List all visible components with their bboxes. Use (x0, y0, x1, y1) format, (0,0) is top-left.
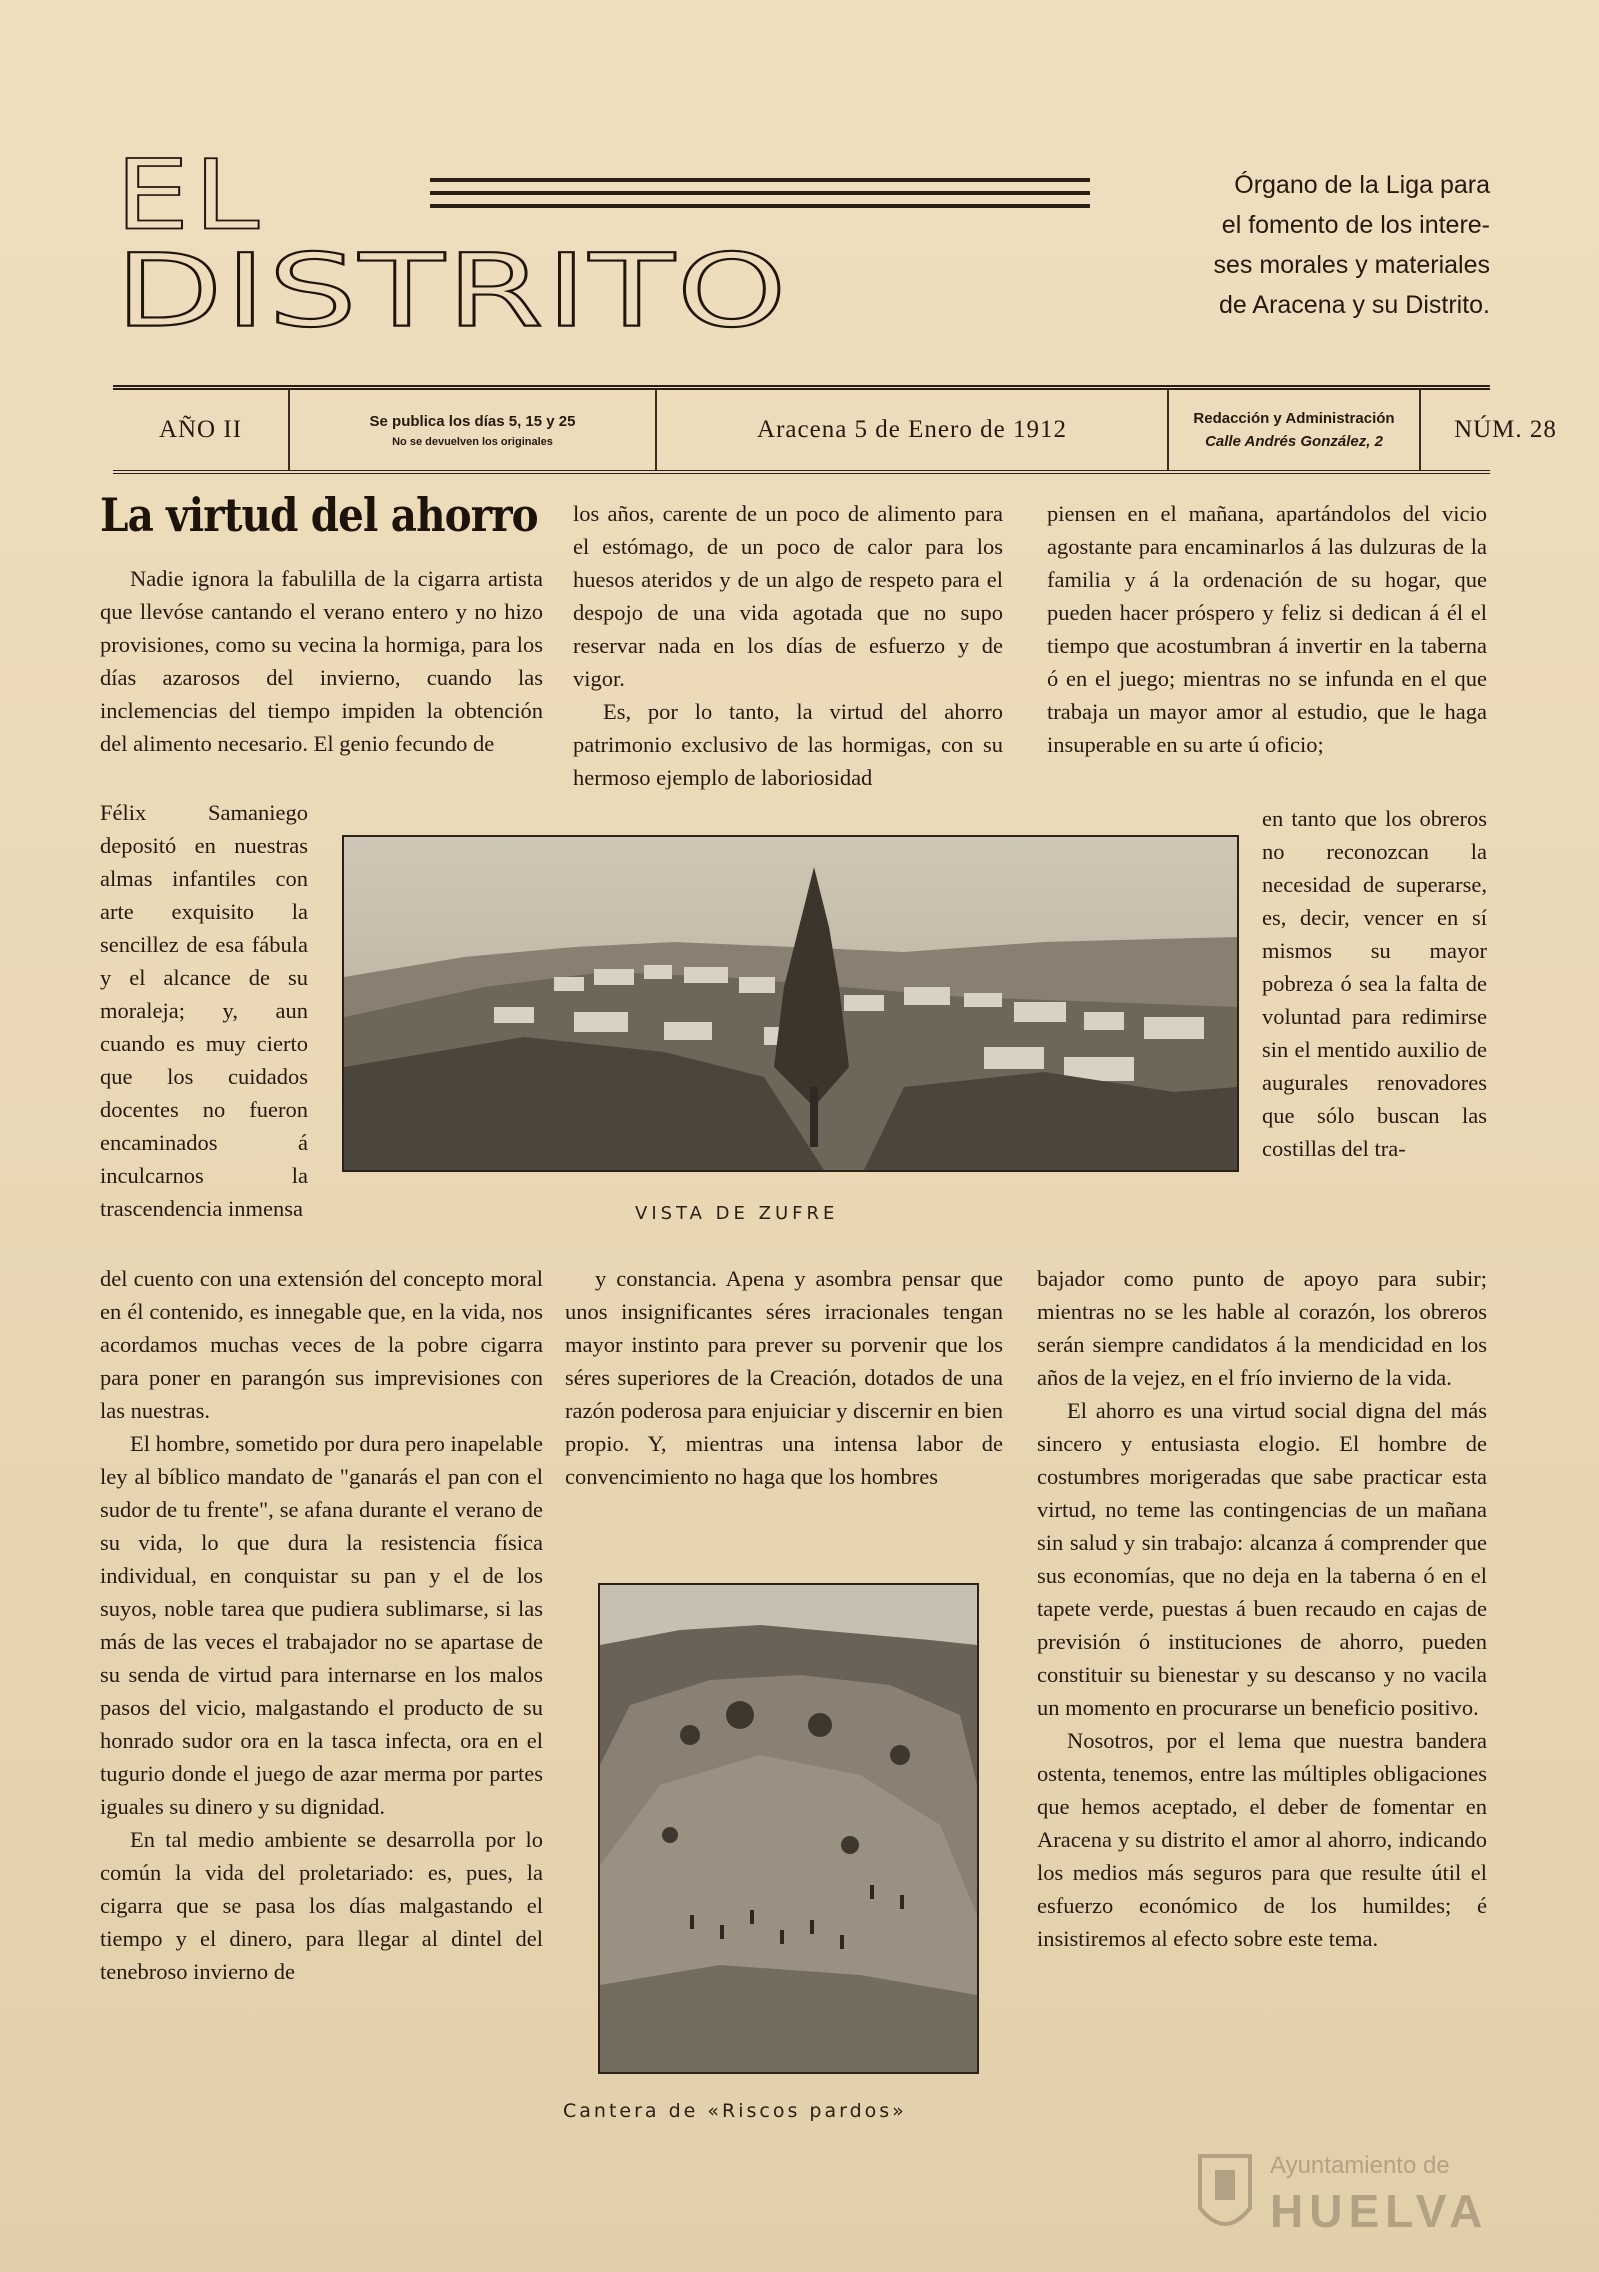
photo-caption: VISTA DE ZUFRE (635, 1203, 839, 1224)
column-3-top (1047, 497, 1487, 761)
column-3-narrow (1262, 802, 1487, 1165)
paragraph: bajador como punto de apoyo para subir; mientras no se les hable al corazón, los obreros serán siempre candidatos á la mendicidad en los años de la vejez, en el frío invierno de la vida. (1037, 1266, 1487, 1390)
subtitle-line: el fomento de los intere- (1221, 211, 1490, 239)
masthead (115, 138, 1075, 365)
subtitle-line: ses morales y materiales (1213, 251, 1490, 279)
photo-cantera-riscos-pardos (598, 1583, 979, 2074)
paragraph: y constancia. Apena y asombra pensar que unos insignificantes séres irracionales tengan mayor instinto para prever su porvenir que los séres superiores de la Creación, dotados de una razón poderosa para enjuiciar y discernir en bien propio. Y, mientras una intensa labor de convencimiento no haga que los hombres (565, 1266, 1003, 1489)
watermark-line2: HUELVA (1270, 2185, 1489, 2237)
paragraph: los años, carente de un poco de alimento para el estómago, de un poco de calor para los huesos ateridos y de un algo de respeto para el despojo de una vida agotada que no supo reservar nada en los días de esfuerzo y de vigor. (573, 501, 1003, 691)
publication-cell (290, 390, 657, 470)
paragraph: En tal medio ambiente se desarrolla por lo común la vida del proletariado: es, pues, la cigarra que se pasa los días malgastando el tiempo y el dinero, para llegar al dintel del tenebroso invierno de (100, 1827, 543, 1984)
masthead-title-line2: DISTRITO (115, 232, 789, 351)
quarry-image (600, 1585, 977, 2072)
issue-number: NÚM. 28 (1454, 416, 1557, 443)
no-return-note: No se devuelven los originales (392, 435, 553, 448)
paragraph: en tanto que los obreros no reconozcan la necesidad de superarse, es, decir, vencer en sí mismos su mayor pobreza ó sea la falta de voluntad para redimirse sin el mentido auxilio de augurales renovadores que sólo buscan las costillas del tra- (1262, 806, 1487, 1161)
article-headline: La virtud del ahorro (100, 488, 538, 542)
paragraph: Nosotros, por el lema que nuestra bandera ostenta, tenemos, entre las múltiples obligaciones que hemos aceptado, el deber de fomentar en Aracena y su distrito el amor al ahorro, indicando los medios más seguros para que resulte útil el esfuerzo económico de los humildes; é insistiremos al efecto sobre este tema. (1037, 1728, 1487, 1951)
place-date: Aracena 5 de Enero de 1912 (757, 416, 1067, 443)
column-1-top (100, 562, 543, 760)
year-cell (113, 390, 290, 470)
subtitle-line: de Aracena y su Distrito. (1219, 291, 1490, 319)
paragraph: El hombre, sometido por dura pero inapelable ley al bíblico mandato de "ganarás el pan con el sudor de tu frente", se afana durante el verano de su vida, lo que dura la resistencia física individual, en conquistar su pan y el de los suyos, noble tarea que pudiera sublimarse, si las más de las veces el trabajador no se apartase de su senda de virtud para internarse en los malos pasos del vicio, malgastando el producto de su honrado sudor ora en la tasca infecta, ora en el tugurio donde el juego de azar merma por partes iguales su dinero y su dignidad. (100, 1431, 543, 1819)
town-landscape-image (344, 837, 1237, 1170)
column-1-bottom (100, 1262, 543, 1988)
masthead-subtitle (1120, 165, 1490, 325)
place-date-cell (657, 390, 1169, 470)
paragraph: Nadie ignora la fabulilla de la cigarra artista que llevóse cantando el verano entero y no hizo provisiones, como su vecina la hormiga, para los días azarosos del invierno, cuando las inclemencias del tiempo impiden la obtención del alimento necesario. El genio fecundo de (100, 566, 543, 756)
photo-caption: Cantera de «Riscos pardos» (563, 2100, 907, 2122)
admin-address: Calle Andrés González, 2 (1205, 433, 1383, 450)
admin-cell (1169, 390, 1421, 470)
year-label: AÑO II (158, 416, 243, 443)
paragraph: piensen en el mañana, apartándolos del vicio agostante para encaminarlos á las dulzuras de la familia y á la ordenación de su hogar, que pueden hacer próspero y feliz si dedican á él el tiempo que acostumbran á invertir en la taberna ó en el juego; mientras no se infunda en el que trabaja un mayor amor al estudio, que le haga insuperable en su arte ú oficio; (1047, 501, 1487, 757)
column-1-narrow (100, 796, 308, 1225)
admin-label: Redacción y Administración (1193, 410, 1395, 427)
column-2-middle (565, 1262, 1003, 1493)
number-cell (1421, 390, 1590, 470)
paragraph: Es, por lo tanto, la virtud del ahorro patrimonio exclusivo de las hormigas, con su hermoso ejemplo de laboriosidad (573, 699, 1003, 790)
archive-watermark (1195, 2148, 1515, 2243)
publish-days: Se publica los días 5, 15 y 25 (369, 412, 576, 430)
info-bar (113, 385, 1557, 474)
watermark-line1: Ayuntamiento de (1270, 2152, 1450, 2179)
photo-vista-de-zufre (342, 835, 1239, 1172)
column-3-bottom (1037, 1262, 1487, 1955)
column-2-top (573, 497, 1003, 794)
masthead-title-line1: EL (115, 138, 264, 252)
paragraph: Félix Samaniego depositó en nuestras almas infantiles con arte exquisito la sencillez de esa fábula y el alcance de su moraleja; y, aun cuando es muy cierto que los cuidados docentes no fueron encaminados á inculcarnos la trascendencia inmensa (100, 800, 308, 1221)
paragraph: El ahorro es una virtud social digna del más sincero y entusiasta elogio. El hombre de costumbres morigeradas que sabe practicar esta virtud, no teme las contingencias de un mañana sin salud y sin trabajo: alcanza á comprender que sus economías, que no deja en la taberna ó en el tapete verde, puestas á buen recaudo en cajas de previsión ó instituciones de ahorro, pueden constituir su bienestar y su descanso y no vacila un momento en procurarse un beneficio positivo. (1037, 1398, 1487, 1720)
subtitle-line: Órgano de la Liga para (1234, 171, 1490, 199)
coat-of-arms-icon (1195, 2148, 1255, 2240)
masthead-rules (430, 178, 1090, 217)
paragraph: del cuento con una extensión del concepto moral en él contenido, es innegable que, en la vida, nos acordamos muchas veces de la pobre cigarra para poner en parangón sus imprevisiones con las nuestras. (100, 1266, 543, 1423)
